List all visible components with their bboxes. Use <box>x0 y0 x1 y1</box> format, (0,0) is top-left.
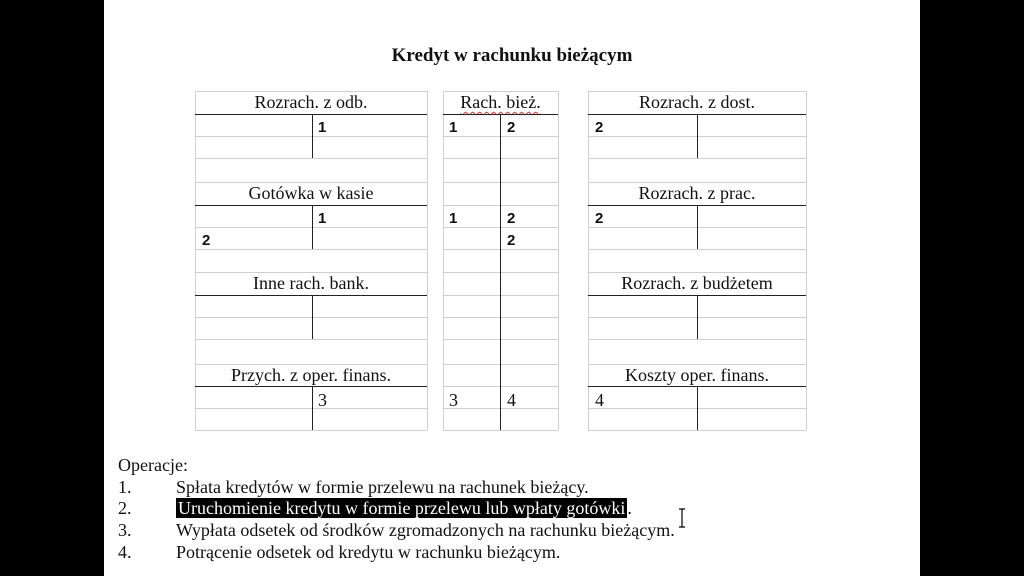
t-account-divider <box>697 205 698 249</box>
grid-line <box>806 91 807 430</box>
grid-line <box>195 227 427 228</box>
grid-line <box>195 136 427 137</box>
operation-text: Potrącenie odsetek od kredytu w rachunku bieżącym. <box>176 542 561 562</box>
operation-number: 1. <box>118 477 132 497</box>
account-header-rozrach-dost: Rozrach. z dost. <box>639 92 755 112</box>
operation-text: Wypłata odsetek od środków zgromadzonych na rachunku bieżącym. <box>176 520 675 540</box>
account-header-rozrach-budzet: Rozrach. z budżetem <box>621 273 773 293</box>
t-account-divider <box>312 114 313 158</box>
account-header-rach-biez <box>443 91 558 113</box>
entry-koszty-fin-wn: 4 <box>595 390 604 410</box>
t-account-divider <box>697 295 698 339</box>
operation-number: 3. <box>118 520 132 540</box>
account-header-inne-rach: Inne rach. bank. <box>253 273 369 293</box>
t-account-line <box>195 386 427 387</box>
operation-text-selected[interactable] <box>176 498 632 519</box>
entry-rach-biez-ma-2: 2 <box>507 210 516 227</box>
t-account-divider <box>697 386 698 430</box>
t-account-divider <box>312 386 313 430</box>
account-header-rozrach-prac: Rozrach. z prac. <box>638 183 756 203</box>
operation-number: 4. <box>118 542 132 562</box>
t-account-divider <box>500 114 501 430</box>
entry-rach-biez-wn-2: 1 <box>449 210 458 227</box>
entry-rach-biez-ma: 2 <box>507 119 516 136</box>
t-account-line <box>195 295 427 296</box>
grid-line <box>427 91 428 430</box>
entry-rozrach-dost-wn: 2 <box>595 119 604 136</box>
entry-rozrach-odb-ma: 1 <box>318 119 327 136</box>
operations-heading: Operacje: <box>118 455 188 475</box>
grid-line <box>588 249 806 250</box>
account-header-rozrach-odb: Rozrach. z odb. <box>254 92 368 112</box>
operation-text: Spłata kredytów w formie przelewu na rachunek bieżący. <box>176 477 589 497</box>
grid-line <box>195 158 427 159</box>
entry-rach-biez-ma-4: 4 <box>507 390 516 410</box>
grid-line <box>588 339 806 340</box>
entry-rach-biez-wn-3: 3 <box>449 390 458 410</box>
t-account-divider <box>697 114 698 158</box>
entry-gotowka-wn: 2 <box>202 232 211 249</box>
grid-line <box>195 249 427 250</box>
t-account-line <box>195 205 427 206</box>
operation-suffix: . <box>627 498 632 518</box>
t-account-divider <box>312 295 313 339</box>
grid-line <box>195 317 427 318</box>
text-cursor-icon <box>678 508 686 528</box>
operation-number: 2. <box>118 498 132 518</box>
account-header-przych-fin: Przych. z oper. finans. <box>231 365 391 385</box>
rach-biez-label: Rach. bież. <box>460 92 541 112</box>
account-header-gotowka: Gotówka w kasie <box>248 183 374 203</box>
grid-line <box>443 91 444 430</box>
t-account-line <box>195 114 427 115</box>
grid-line <box>195 339 427 340</box>
page-title: Kredyt w rachunku bieżącym <box>391 45 633 66</box>
entry-rach-biez-ma-3: 2 <box>507 232 516 249</box>
grid-line <box>443 430 558 431</box>
entry-rach-biez-wn: 1 <box>449 119 458 136</box>
entry-przych-fin-ma: 3 <box>318 390 327 410</box>
grid-line <box>195 430 427 431</box>
grid-line <box>588 158 806 159</box>
grid-line <box>588 430 806 431</box>
t-account-divider <box>312 205 313 249</box>
selected-text[interactable]: Uruchomienie kredytu w formie przelewu lub wpłaty gotówki <box>178 498 626 518</box>
account-header-koszty-fin: Koszty oper. finans. <box>625 365 769 385</box>
grid-line <box>195 408 427 409</box>
entry-rozrach-prac-wn: 2 <box>595 210 604 227</box>
entry-gotowka-ma: 1 <box>318 210 327 227</box>
grid-line <box>558 91 559 430</box>
